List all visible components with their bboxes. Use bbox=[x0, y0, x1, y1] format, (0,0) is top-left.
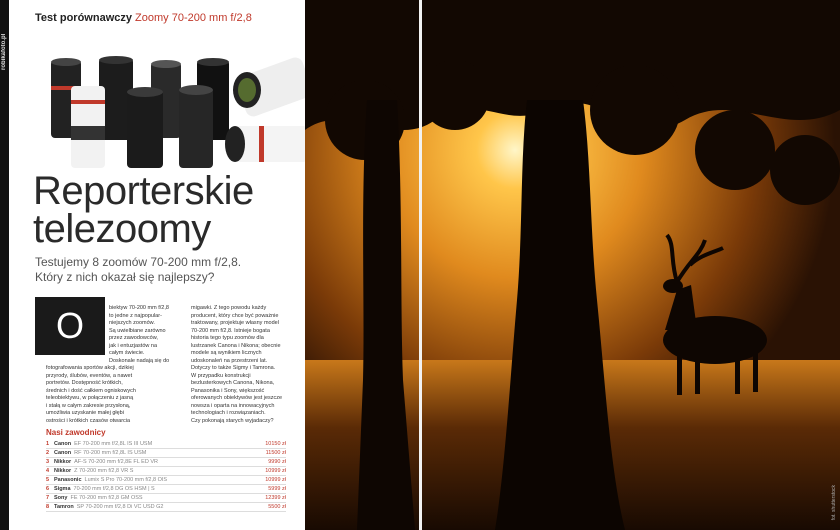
row-brand: Nikkor bbox=[54, 468, 72, 474]
row-brand: Tamron bbox=[54, 504, 74, 510]
body-line: jak i entuzjastów na bbox=[109, 342, 157, 349]
photo-illustration bbox=[305, 0, 840, 530]
row-number: 3 bbox=[46, 459, 50, 465]
body-line: migawki. Z tego powodu każdy bbox=[191, 305, 267, 311]
body-line: Panasonika i Sony, większość bbox=[191, 387, 265, 394]
row-model: Lumix S Pro 70-200 mm f/2,8 OIS bbox=[84, 477, 168, 483]
body-line: historia tego typu zoomów dla bbox=[191, 335, 264, 341]
body-line: udoskonaleń na przestrzeni lat. bbox=[191, 357, 268, 364]
page-edge bbox=[0, 0, 9, 530]
body-line: fotografowania sportów akcji, dzikiej bbox=[46, 365, 134, 371]
title-line-1: Reporterskie bbox=[33, 169, 254, 213]
row-model: SP 70-200 mm f/2,8 Di VC USD G2 bbox=[76, 504, 164, 510]
row-price: 12399 zł bbox=[265, 495, 286, 501]
body-column-left bbox=[46, 305, 189, 425]
body-line: lustrzanek Canona i Nikona; obecnie bbox=[191, 342, 281, 349]
title-line-2: telezoomy bbox=[33, 207, 211, 251]
body-line: modele są wynikiem licznych bbox=[191, 350, 262, 356]
contestant-row bbox=[46, 440, 286, 449]
row-number: 7 bbox=[46, 495, 50, 501]
row-number: 4 bbox=[46, 468, 50, 474]
contestant-row bbox=[46, 485, 286, 494]
row-price: 9990 zł bbox=[268, 459, 286, 465]
row-number: 6 bbox=[46, 486, 50, 492]
body-line: technologiach i rozwiązaniach. bbox=[191, 410, 266, 416]
row-number: 8 bbox=[46, 504, 50, 510]
contestant-row bbox=[46, 503, 286, 512]
contestant-row bbox=[46, 458, 286, 467]
body-line: portretów. Dostępność krótkich, bbox=[46, 380, 123, 386]
left-page bbox=[9, 0, 305, 530]
body-line: Doskonale nadają się do bbox=[109, 357, 170, 364]
body-line: całym świecie. bbox=[109, 350, 145, 356]
row-model: RF 70-200 mm f/2,8L IS USM bbox=[74, 450, 147, 456]
body-line: to jedne z najpopular- bbox=[109, 312, 162, 319]
drop-cap: O bbox=[35, 297, 105, 355]
subtitle-line-2: Który z nich okazał się najlepszy? bbox=[35, 270, 215, 284]
row-price: 5500 zł bbox=[268, 504, 286, 510]
body-line: Są uwielbiane zarówno bbox=[109, 327, 166, 334]
edge-label: robikafoto.pl bbox=[1, 33, 7, 70]
body-line: bezlusterkowych Canona, Nikona, bbox=[191, 380, 275, 386]
body-line: 70-200 mm f/2,8. Istnieje bogata bbox=[191, 327, 270, 334]
body-line: Dotyczy to także Sigmy i Tamrona. bbox=[191, 365, 276, 371]
body-line: teleobiektywu, w połączeniu z jasną bbox=[46, 395, 134, 401]
contestant-row bbox=[46, 449, 286, 458]
row-price: 11500 zł bbox=[265, 450, 286, 456]
body-line: traktowany, projektuje własny model bbox=[191, 320, 279, 326]
row-model: Z 70-200 mm f/2,8 VR S bbox=[74, 468, 134, 474]
row-brand: Nikkor bbox=[54, 459, 72, 465]
row-brand: Sigma bbox=[54, 486, 71, 492]
section-label: Test porównawczy bbox=[35, 12, 132, 24]
row-brand: Sony bbox=[54, 495, 68, 501]
body-column-right bbox=[191, 305, 301, 425]
deer-sunset-photo bbox=[305, 0, 840, 530]
body-line: ostrości i krótkich czasów otwarcia bbox=[46, 417, 131, 424]
row-number: 2 bbox=[46, 450, 50, 456]
row-price: 10999 zł bbox=[265, 477, 286, 483]
section-topic: Zoomy 70-200 mm f/2,8 bbox=[135, 12, 252, 24]
lens-7 bbox=[127, 90, 163, 168]
subtitle-line-1: Testujemy 8 zoomów 70-200 mm f/2,8. bbox=[35, 255, 242, 269]
row-model: EF 70-200 mm f/2,8L IS III USM bbox=[74, 441, 153, 447]
row-brand: Canon bbox=[54, 441, 72, 447]
row-number: 5 bbox=[46, 477, 50, 483]
body-line: Czy pokonają starych wyjadaczy? bbox=[191, 417, 274, 424]
row-model: AF-S 70-200 mm f/2,8E FL ED VR bbox=[74, 459, 158, 465]
body-line: nowsza i oparta na innowacyjnych bbox=[191, 402, 275, 409]
body-line: przez zawodowców, bbox=[109, 335, 158, 341]
body-line: oferowanych obiektywów jest jeszcze bbox=[191, 395, 283, 401]
row-brand: Canon bbox=[54, 450, 72, 456]
row-brand: Panasonic bbox=[54, 477, 82, 483]
row-number: 1 bbox=[46, 441, 50, 447]
contestant-row bbox=[46, 467, 286, 476]
row-model: FE 70-200 mm f/2,8 GM OSS bbox=[70, 495, 143, 501]
photo-credit: fot. shutterstock bbox=[831, 484, 837, 520]
row-price: 5999 zł bbox=[268, 486, 286, 492]
lens-8 bbox=[179, 88, 213, 168]
row-model: 70-200 mm f/2,8 DG OS HSM | S bbox=[73, 486, 155, 492]
contestants-list bbox=[46, 440, 286, 512]
body-line: średnich i dość całkiem ogniskowych bbox=[46, 387, 136, 394]
body-line: producent, który chce być poważnie bbox=[191, 312, 279, 319]
body-line: i stałą w całym zakresie przysłoną, bbox=[46, 402, 131, 409]
article-title bbox=[33, 169, 254, 251]
contestant-row bbox=[46, 476, 286, 485]
body-line: W przypadku konstrukcji bbox=[191, 372, 251, 379]
contestant-row bbox=[46, 494, 286, 503]
page-gutter bbox=[419, 0, 422, 530]
lens-group-image bbox=[39, 56, 305, 176]
contestants-title: Nasi zawodnicy bbox=[46, 428, 106, 437]
article-subtitle bbox=[35, 255, 295, 285]
body-line: umożliwia uzyskanie małej głębi bbox=[46, 410, 124, 416]
body-line: niejszych zoomów. bbox=[109, 320, 155, 326]
body-line: biektyw 70-200 mm f/2,8 bbox=[109, 305, 169, 311]
section-header bbox=[35, 12, 252, 24]
row-price: 10150 zł bbox=[265, 441, 286, 447]
body-line: przyrody, ślubów, eventów, a nawet bbox=[46, 372, 133, 379]
row-price: 10999 zł bbox=[265, 468, 286, 474]
